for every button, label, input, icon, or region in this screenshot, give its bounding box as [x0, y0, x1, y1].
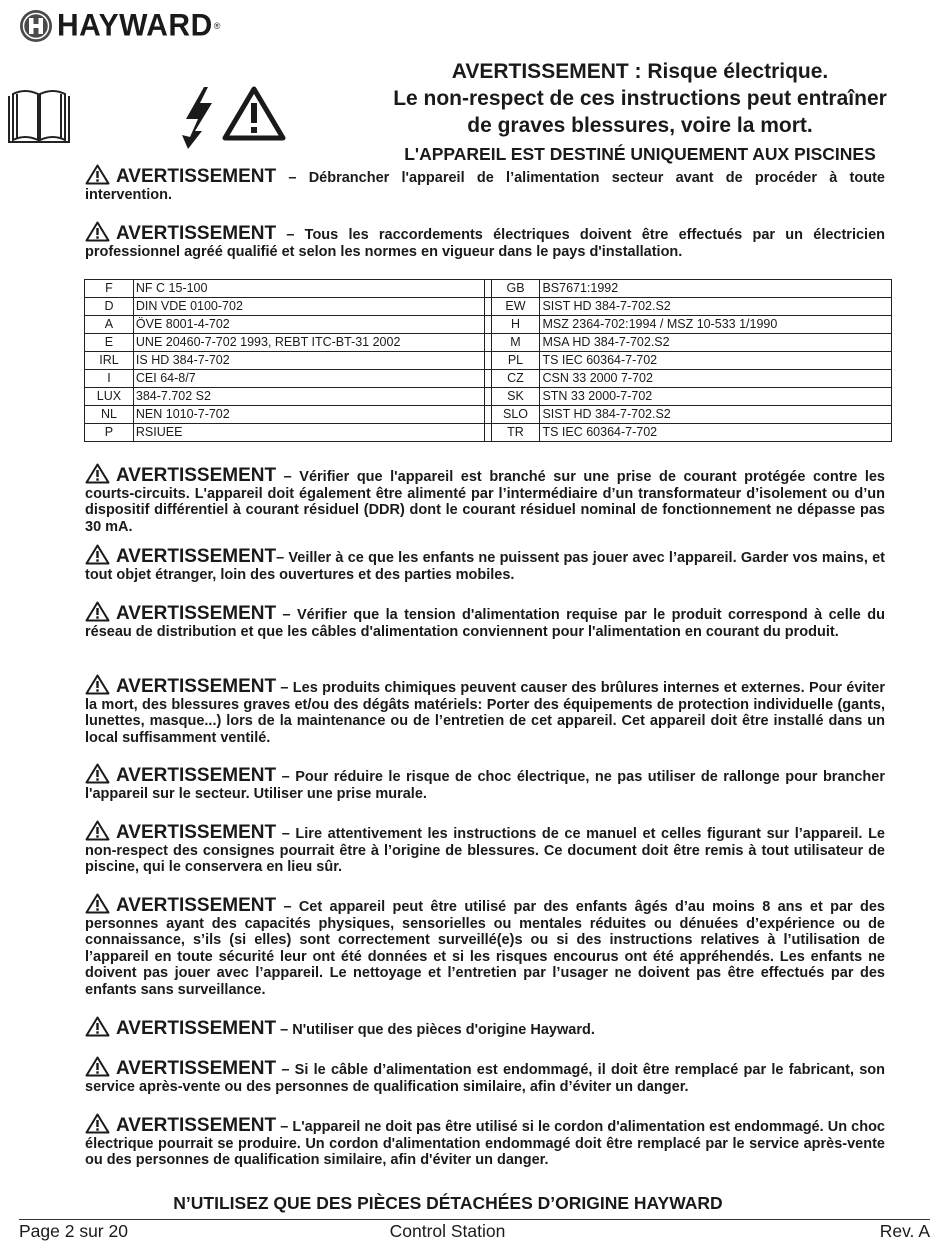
standard-name: MSZ 2364-702:1994 / MSZ 10-533 1/1990	[540, 316, 892, 334]
country-code: P	[85, 424, 134, 442]
warning-triangle-icon	[85, 1016, 110, 1037]
warning-triangle-icon	[85, 221, 110, 242]
warning-text: – Débrancher l'appareil de l’alimentation secteur avant de procéder à toute intervention.	[85, 170, 885, 203]
table-row	[85, 352, 892, 370]
country-code: I	[85, 370, 134, 388]
header-line-4: L'APPAREIL EST DESTINÉ UNIQUEMENT AUX PISCINES	[404, 144, 876, 164]
warning-text: – Pour réduire le risque de choc électrique, ne pas utiliser de rallonge pour brancher l'appareil sur le secteur. Utiliser une prise murale.	[85, 769, 885, 802]
standard-name: RSIUEE	[133, 424, 485, 442]
header-line-3: de graves blessures, voire la mort.	[467, 114, 813, 137]
warning-triangle-icon	[85, 463, 110, 484]
warning-triangle-icon	[85, 893, 110, 914]
warning-block	[85, 463, 885, 535]
original-parts-note: N’UTILISEZ QUE DES PIÈCES DÉTACHÉES D’ORIGINE HAYWARD	[173, 1193, 723, 1213]
warning-heading: AVERTISSEMENT	[116, 1058, 277, 1079]
standard-name: CSN 33 2000 7-702	[540, 370, 892, 388]
country-code: TR	[491, 424, 540, 442]
standard-name: SIST HD 384-7-702.S2	[540, 298, 892, 316]
warning-block	[85, 893, 885, 998]
warning-block	[85, 544, 885, 583]
warning-text: – Vérifier que la tension d'alimentation requise par le produit correspond à celle du réseau de distribution et que les câbles d'alimentation conviennent pour l'alimentation en courant du produit.	[85, 607, 885, 640]
warning-heading: AVERTISSEMENT	[116, 603, 277, 624]
warning-block	[85, 1016, 885, 1039]
warning-heading: AVERTISSEMENT	[116, 822, 277, 843]
warning-block	[85, 221, 885, 260]
document-title: Control Station	[389, 1221, 506, 1241]
warning-heading: AVERTISSEMENT	[116, 1018, 277, 1039]
table-row	[85, 406, 892, 424]
warning-triangle-icon	[85, 820, 110, 841]
country-code: F	[85, 280, 134, 298]
country-code: IRL	[85, 352, 134, 370]
header-title	[340, 58, 940, 167]
page-number: Page 2 sur 20	[19, 1221, 128, 1241]
warning-heading: AVERTISSEMENT	[116, 546, 277, 567]
standard-name: NEN 1010-7-702	[133, 406, 485, 424]
warning-triangle-icon	[222, 85, 286, 141]
warning-heading: AVERTISSEMENT	[116, 166, 277, 187]
warning-text: – Si le câble d’alimentation est endommagé, il doit être remplacé par le fabricant, son service après-vente ou des personnes de qualification similaire, afin d’éviter un danger.	[85, 1062, 885, 1095]
warning-block	[85, 1056, 885, 1095]
revision-label: Rev. A	[879, 1221, 930, 1241]
country-code: A	[85, 316, 134, 334]
warning-block	[85, 763, 885, 802]
warning-block	[85, 164, 885, 203]
warning-triangle-icon	[85, 544, 110, 565]
country-code: EW	[491, 298, 540, 316]
warning-text: – L'appareil ne doit pas être utilisé si le cordon d'alimentation est endommagé. Un choc électrique pourrait se produire. Un cordon d'alimentation endommagé doit être remplacé par le service après-vente ou des personnes de qualification similaire, afin d'éviter un danger.	[85, 1119, 885, 1168]
warning-text: – Tous les raccordements électriques doivent être effectués par un électricien professionnel agréé qualifié et selon les normes en vigueur dans le pays d'installation.	[85, 227, 885, 260]
country-code: PL	[491, 352, 540, 370]
country-code: NL	[85, 406, 134, 424]
standard-name: TS IEC 60364-7-702	[540, 352, 892, 370]
header-line-1: AVERTISSEMENT : Risque électrique.	[451, 60, 829, 83]
warning-heading: AVERTISSEMENT	[116, 895, 277, 916]
warning-heading: AVERTISSEMENT	[116, 1115, 277, 1136]
warning-triangle-icon	[85, 601, 110, 622]
table-row	[85, 280, 892, 298]
standard-name: CEI 64-8/7	[133, 370, 485, 388]
country-code: LUX	[85, 388, 134, 406]
country-code: SLO	[491, 406, 540, 424]
standard-name: SIST HD 384-7-702.S2	[540, 406, 892, 424]
warning-text: – Vérifier que l'appareil est branché sur une prise de courant protégée contre les courts-circuits. L'appareil doit également être alimenté par l’intermédiaire d’un transformateur d’isolement ou d’un dispositif différentiel à courant résiduel (DDR) dont le courant résiduel nominal de fonctionnement ne dépasse pas 30 mA.	[85, 469, 885, 535]
country-code: SK	[491, 388, 540, 406]
table-row	[85, 424, 892, 442]
country-code: GB	[491, 280, 540, 298]
country-code: D	[85, 298, 134, 316]
standards-table	[84, 279, 892, 442]
manual-book-icon	[5, 86, 73, 148]
warning-heading: AVERTISSEMENT	[116, 465, 277, 486]
standard-name: IS HD 384-7-702	[133, 352, 485, 370]
standard-name: BS7671:1992	[540, 280, 892, 298]
warning-triangle-icon	[85, 1056, 110, 1077]
warning-block	[85, 1113, 885, 1169]
warning-text: – N'utiliser que des pièces d'origine Hayward.	[276, 1022, 595, 1038]
warning-block	[85, 820, 885, 876]
standard-name: NF C 15-100	[133, 280, 485, 298]
footer-divider	[19, 1219, 930, 1220]
standard-name: UNE 20460-7-702 1993, REBT ITC-BT-31 2002	[133, 334, 485, 352]
warning-block	[85, 674, 885, 746]
warning-heading: AVERTISSEMENT	[116, 223, 277, 244]
warning-text: – Les produits chimiques peuvent causer des brûlures internes et externes. Pour éviter la mort, des blessures graves et/ou des dégâts matériels: Porter des équipements de protection individuelle (gants, lunettes, masque...) lors de la maintenance ou de l’entretien de cet appareil. Cet appareil doit être installé dans un local suffisamment ventilé.	[85, 680, 885, 746]
brand-registered-mark: ®	[213, 21, 221, 31]
warning-triangle-icon	[85, 674, 110, 695]
warning-heading: AVERTISSEMENT	[116, 676, 277, 697]
standard-name: STN 33 2000-7-702	[540, 388, 892, 406]
standard-name: 384-7.702 S2	[133, 388, 485, 406]
warning-text: – Cet appareil peut être utilisé par des enfants âgés d’au moins 8 ans et par des personnes ayant des capacités physiques, sensorielles ou mentales réduites ou dénuées d’expérience ou de connaissance, s’ils (si elles) sont correctement surveillé(e)s ou si des instructions relatives à l’utilisation de l’appareil en toute sécurité leur ont été données et si les risques encourus ont été appréhendés. Les enfants ne doivent pas jouer avec l’appareil. Le nettoyage et l’entretien par l’usager ne doivent pas être effectués par des enfants sans surveillance.	[85, 899, 885, 998]
warning-heading: AVERTISSEMENT	[116, 765, 277, 786]
header-line-2: Le non-respect de ces instructions peut entraîner	[393, 87, 887, 110]
table-row	[85, 334, 892, 352]
warning-triangle-icon	[85, 1113, 110, 1134]
warning-triangle-icon	[85, 763, 110, 784]
country-code: M	[491, 334, 540, 352]
country-code: H	[491, 316, 540, 334]
warning-text: – Veiller à ce que les enfants ne puissent pas jouer avec l’appareil. Garder vos mains, et tout objet étranger, loin des ouvertures et des parties mobiles.	[85, 550, 885, 583]
warning-text: – Lire attentivement les instructions de ce manuel et celles figurant sur l’appareil. Le non-respect des consignes pourrait être à l’origine de blessures. Ce document doit être remis à tout utilisateur de piscine, qui le conservera en lieu sûr.	[85, 826, 885, 875]
country-code: CZ	[491, 370, 540, 388]
warning-block	[85, 601, 885, 640]
brand-name: HAYWARD	[57, 8, 213, 43]
table-row	[85, 370, 892, 388]
standard-name: MSA HD 384-7-702.S2	[540, 334, 892, 352]
lightning-bolt-icon	[178, 85, 218, 150]
warning-triangle-icon	[85, 164, 110, 185]
standard-name: DIN VDE 0100-702	[133, 298, 485, 316]
country-code: E	[85, 334, 134, 352]
table-row	[85, 316, 892, 334]
hayward-logo-icon	[19, 9, 53, 43]
standard-name: TS IEC 60364-7-702	[540, 424, 892, 442]
table-row	[85, 298, 892, 316]
table-row	[85, 388, 892, 406]
standard-name: ÖVE 8001-4-702	[133, 316, 485, 334]
brand-logo	[19, 8, 220, 44]
